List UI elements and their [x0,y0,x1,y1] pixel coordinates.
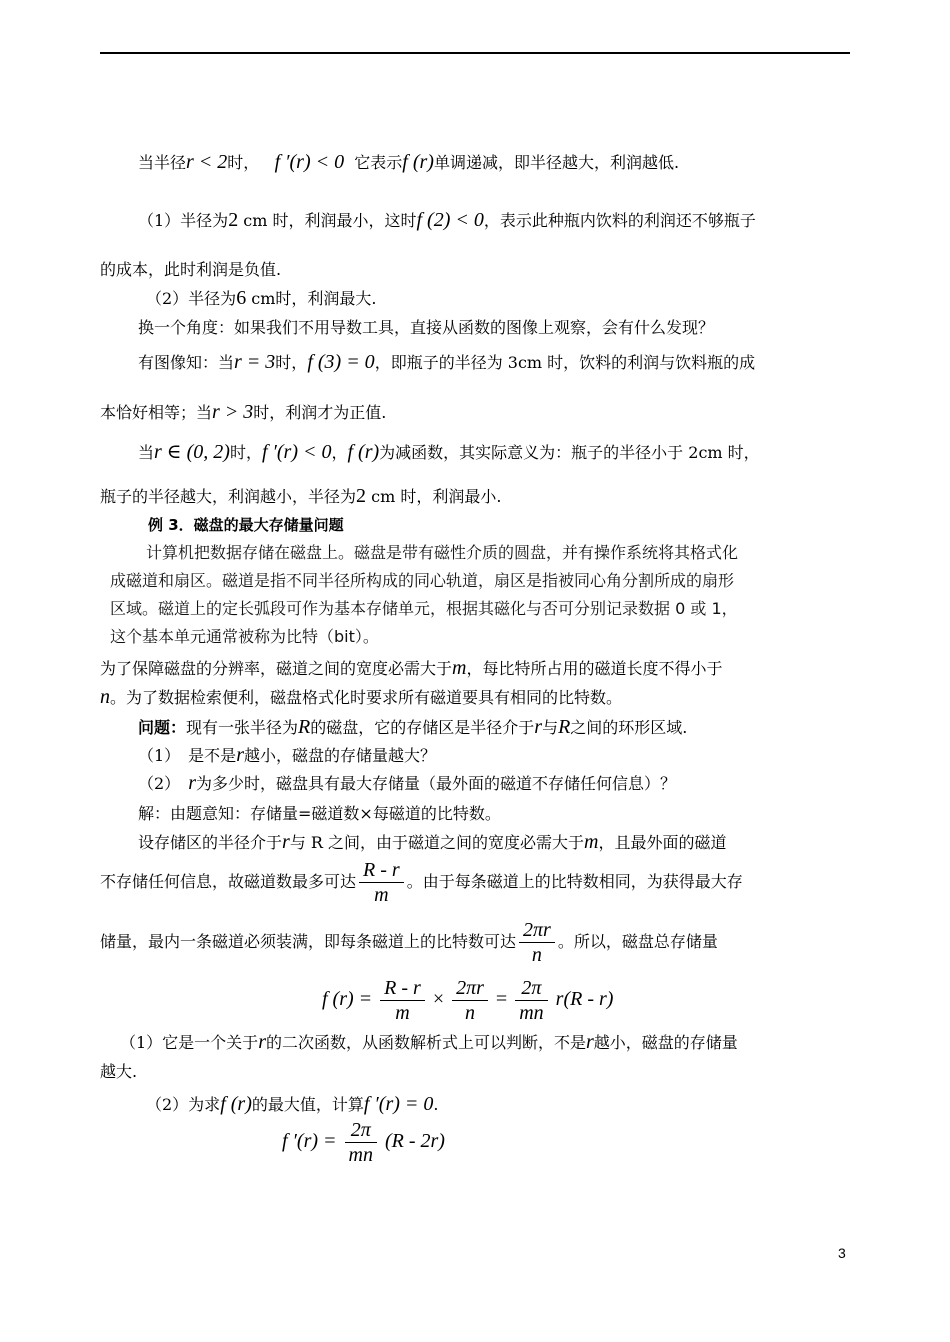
scanned-line-3: 区域。磁道上的定长弧段可作为基本存储单元，根据其磁化与否可分别记录数据 0 或 1， [110,599,738,618]
numerator: 2π [345,1118,377,1143]
text: 为多少时，磁盘具有最大存储量（最外面的磁道不存储任何信息）？ [195,774,676,793]
text: cm 时，利润最小. [366,487,502,506]
paragraph-track-count [100,858,850,907]
denominator: m [395,1002,410,1024]
text: 。为了数据检索便利，磁盘格式化时要求所有磁道要具有相同的比特数。 [110,688,623,707]
fraction [515,976,547,1025]
numerator: 2π [515,976,547,1001]
numerator: 2πr [519,918,555,943]
denominator: mn [519,1002,544,1024]
paragraph-graph-cont [100,400,850,425]
math: (R - 2r) [384,1130,445,1153]
math: r(R - r) [555,988,614,1011]
paragraph-case-2 [146,286,896,311]
math: m [584,831,599,853]
example-title: 例 3．磁盘的最大存储量问题 [148,516,344,534]
text: 单调递减，即半径越大，利润越低. [433,153,680,172]
numerator: 2πr [452,976,488,1001]
text: 时， [227,153,260,172]
text: （1）它是一个关于 [120,1033,259,1052]
paragraph-maximum [146,1092,896,1117]
denominator: n [465,1002,476,1024]
paragraph-interval [138,440,888,465]
math: r [282,831,290,853]
paragraph-case-1 [138,208,888,233]
text: ，表示此种瓶内饮料的利润还不够瓶子 [483,211,756,230]
page-number: 3 [838,1245,846,1261]
text: 为了保障磁盘的分辨率，磁道之间的宽度必需大于 [100,659,453,678]
math: r [534,716,543,738]
text: 时， [275,353,308,372]
scanned-line-2: 成磁道和扇区。磁道是指不同半径所构成的同心轨道，扇区是指被同心角分割所成的扇形 [110,571,735,590]
numerator: R - r [380,976,425,1001]
text: ，每比特所占用的磁道长度不得小于 [466,659,723,678]
scanned-line-1: 计算机把数据存储在磁盘上。磁盘是带有磁性介质的圆盘，并有操作系统将其格式化 [146,543,739,562]
math: f (r) [220,1093,252,1115]
formula-derivative [282,1118,445,1167]
paragraph-question [138,715,888,740]
math: r < 2 [186,151,228,173]
math: n [100,686,110,708]
denominator: m [374,884,389,906]
operator: = [495,988,508,1011]
math: f ′(r) = [282,1130,337,1153]
text: 现有一张半径为 [186,718,299,737]
text: 的最大值，计算 [251,1095,364,1114]
text: 的二次函数，从函数解析式上可以判断，不是 [265,1033,586,1052]
text: 储量，最内一条磁道必须装满，即每条磁道上的比特数可达 [100,932,517,951]
text: 。由于每条磁道上的比特数相同，为获得最大存 [406,872,743,891]
fraction [359,858,404,907]
paragraph-resolution [100,656,850,681]
text: 时，利润才为正值. [253,403,387,422]
text: 的磁盘，它的存储区是半径介于 [310,718,535,737]
text: 为减函数，其实际意义为：瓶子的半径小于 2cm 时， [379,443,760,462]
text: cm时，利润最大. [246,289,377,308]
math: R [558,716,571,738]
text: 越小，磁盘的存储量 [593,1033,738,1052]
math: R [298,716,311,738]
math: f (2) < 0 [416,209,484,231]
paragraph-quadratic-cont: 越大. [100,1062,138,1081]
math: m [452,657,467,679]
text: （2） [138,774,189,793]
math: f (3) = 0 [307,351,375,373]
paragraph-setup [138,830,888,855]
math: r [188,772,196,794]
paragraph-another-angle: 换一个角度：如果我们不用导数工具，直接从函数的图像上观察，会有什么发现？ [138,318,715,337]
text: 。所以，磁盘总存储量 [557,932,718,951]
text: 时， [229,443,262,462]
text: 设存储区的半径介于 [138,833,283,852]
math: f ′(r) < 0 [274,151,345,173]
math: r [258,1031,266,1053]
denominator: n [531,944,542,966]
paragraph-case-1-cont: 的成本，此时利润是负值. [100,260,282,279]
text: 瓶子的半径越大，利润越小，半径为 [100,487,357,506]
numerator: R - r [359,858,404,883]
denominator: mn [348,1144,373,1166]
math: 6 [236,287,247,309]
paragraph-bits-per-track [100,918,850,967]
math: r > 3 [212,401,254,423]
math: r ∈ (0, 2) [154,441,230,463]
fraction [452,976,488,1025]
math: f (r) [347,441,380,463]
text: 不存储任何信息，故磁道数最多可达 [100,872,357,891]
header-rule [100,52,850,54]
math: r [586,1031,594,1053]
paragraph-radius-less-2 [138,150,888,175]
text: 问题： [138,718,187,737]
text: . [433,1095,439,1114]
text: cm 时，利润最小，这时 [238,211,417,230]
paragraph-resolution-cont [100,685,850,710]
text: 与 [542,718,559,737]
text: 当 [138,443,155,462]
scanned-line-4: 这个基本单元通常被称为比特（bit）。 [110,627,379,646]
math: 2 [356,485,367,507]
math: f (r) = [322,988,373,1011]
text: （1）半径为 [138,211,229,230]
formula-storage [322,976,613,1025]
fraction [519,918,555,967]
text: 越小，磁盘的存储量越大？ [243,746,436,765]
text: 本恰好相等；当 [100,403,213,422]
math: f (r) [402,151,434,173]
paragraph-quadratic [120,1030,870,1055]
text: ，且最外面的磁道 [598,833,727,852]
text: （2）为求 [146,1095,221,1114]
paragraph-graph [138,350,888,375]
math: f ′(r) = 0 [363,1093,434,1115]
operator: × [432,988,445,1011]
text: ， [331,443,348,462]
paragraph-interval-cont [100,484,850,509]
text: 有图像知：当 [138,353,235,372]
math: f ′(r) < 0 [261,441,332,463]
text: （1） 是不是 [138,746,237,765]
math: 2 [228,209,239,231]
question-2 [138,771,888,796]
text: 它表示 [354,153,403,172]
question-1 [138,743,888,768]
math: r = 3 [234,351,276,373]
text: ，即瓶子的半径为 3cm 时，饮料的利润与饮料瓶的成 [374,353,756,372]
fraction [345,1118,377,1167]
math: r [236,744,244,766]
fraction [380,976,425,1025]
text: 当半径 [138,153,187,172]
text: 之间的环形区域. [570,718,688,737]
solution-line: 解：由题意知：存储量=磁道数×每磁道的比特数。 [138,804,501,823]
text: 与 R 之间，由于磁道之间的宽度必需大于 [289,833,585,852]
text: （2）半径为 [146,289,237,308]
